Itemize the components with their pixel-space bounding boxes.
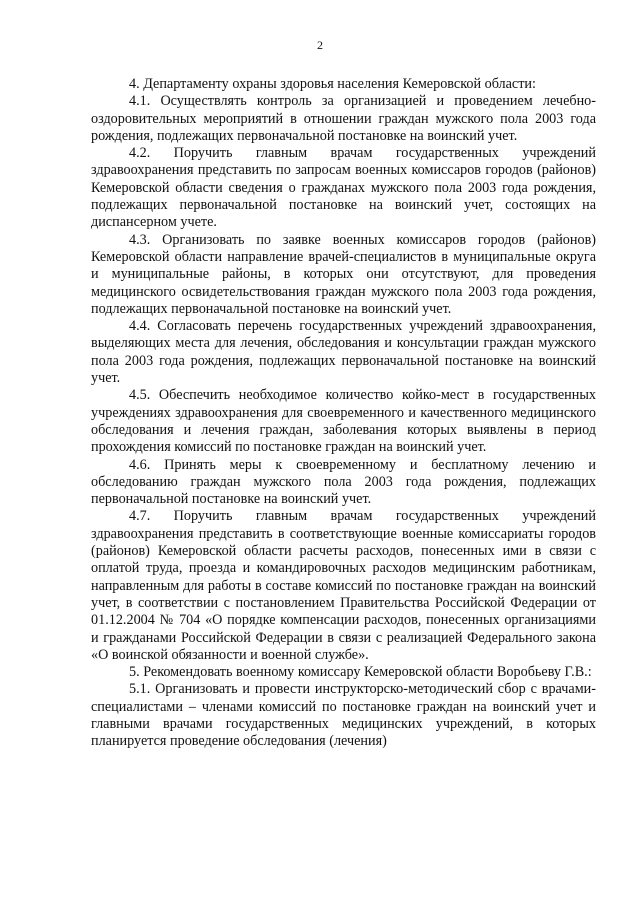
paragraph-4: 4. Департаменту охраны здоровья населения Кемеровской области: xyxy=(129,76,536,92)
document-body xyxy=(91,76,596,751)
paragraph-4-2: 4.2. Поручить главным врачам государственных учреждений здравоохранения представить по запросам военных комиссаров городов (районов) Кемеровской области сведения о гражданах мужского пола 2003 года рождения, подлежащих первоначальной постановке на воинский учет, состоящих на диспансерном учете. xyxy=(91,145,596,231)
paragraph-4-6: 4.6. Принять меры к своевременному и бесплатному лечению и обследованию граждан мужского пола 2003 года рождения, подлежащих первоначальной постановке на воинский учет. xyxy=(91,456,596,508)
paragraph-4-4: 4.4. Согласовать перечень государственных учреждений здравоохранения, выделяющих места для лечения, обследования и консультации граждан мужского пола 2003 года рождения, подлежащих первоначальной постановке на воинский учет. xyxy=(91,318,596,387)
paragraph-4-3: 4.3. Организовать по заявке военных комиссаров городов (районов) Кемеровской области направление врачей-специалистов в муниципальные округа и муниципальные районы, в которых они отсутствуют, для проведения медицинского освидетельствования граждан мужского пола 2003 года рождения, подлежащих первоначальной постановке на воинский учет. xyxy=(91,231,596,317)
paragraph-5-1: 5.1. Организовать и провести инструкторско-методический сбор с врачами-специалистами – членами комиссий по постановке граждан на воинский учет и главными врачами государственных медицинских учреждений, в которых планируется проведение обследования (лечения) xyxy=(91,681,596,750)
paragraph-4-5: 4.5. Обеспечить необходимое количество койко-мест в государственных учреждениях здравоохранения для своевременного и качественного медицинского обследования и лечения граждан, заболевания которых выявлены в период прохождения комиссий по постановке граждан на воинский учет. xyxy=(91,387,596,456)
paragraph-4-1: 4.1. Осуществлять контроль за организацией и проведением лечебно-оздоровительных мероприятий в отношении граждан мужского пола 2003 года рождения, подлежащих первоначальной постановке на воинский учет. xyxy=(91,93,596,144)
paragraph-4-7: 4.7. Поручить главным врачам государственных учреждений здравоохранения представить в соответствующие военные комиссариаты городов (районов) Кемеровской области расчеты расходов, понесенных ими в связи с оплатой труда, проезда и командировочных расходов медицинским работникам, направленным для работы в составе комиссий по постановке граждан на воинский учет, в соответствии с постановлением Правительства Российской Федерации от 01.12.2004 № 704 «О порядке компенсации расходов, понесенных организациями и гражданами Российской Федерации в связи с реализацией Федерального закона «О воинской обязанности и военной службе». xyxy=(91,508,596,663)
paragraph-5: 5. Рекомендовать военному комиссару Кемеровской области Воробьеву Г.В.: xyxy=(129,664,592,681)
page-number: 2 xyxy=(317,38,323,52)
